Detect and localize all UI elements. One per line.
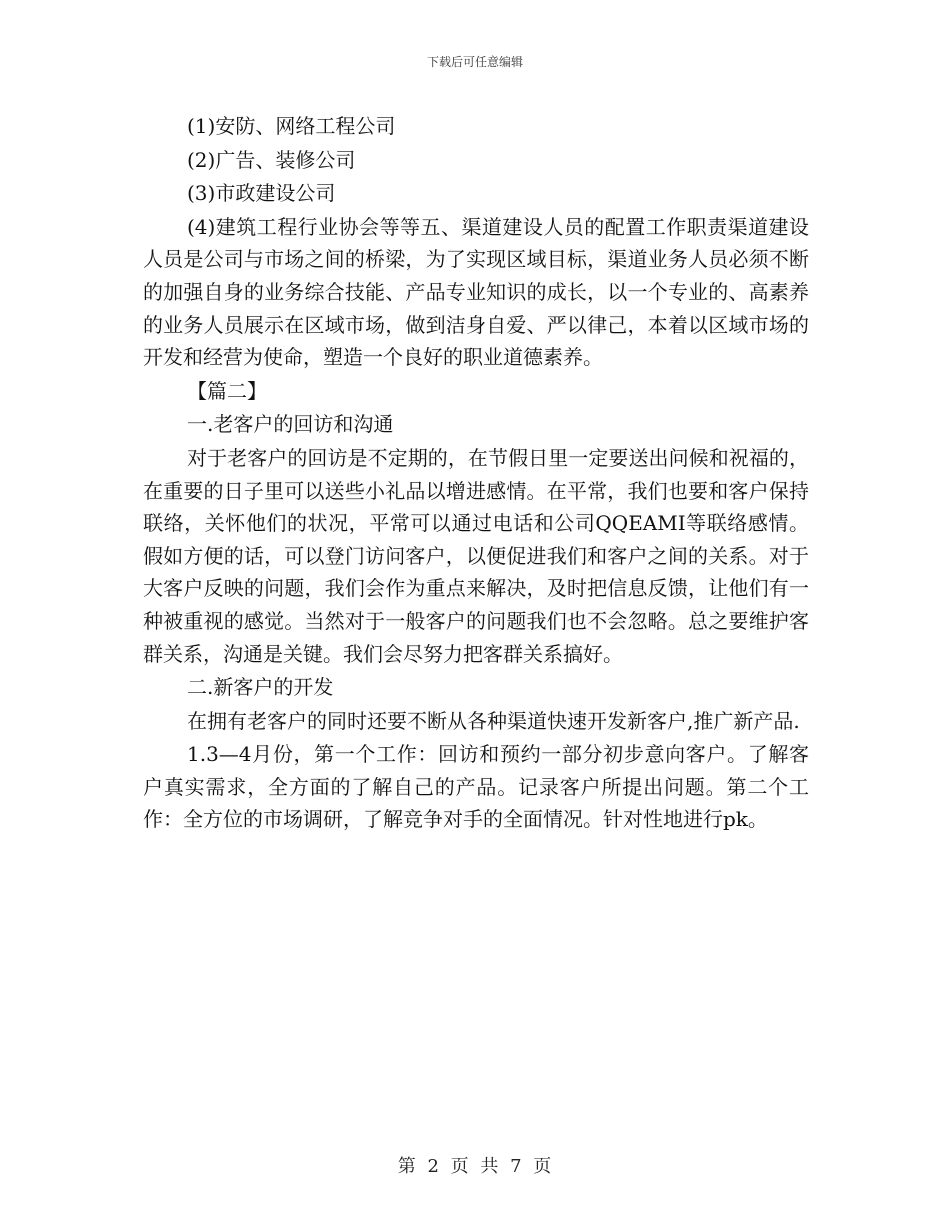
page-number-footer: 第 2 页 共 7 页	[397, 1156, 553, 1177]
paragraph-march-april-plan: 1.3—4月份，第一个工作：回访和预约一部分初步意向客户。了解客户真实需求，全方面的了解自己的产品。记录客户所提出问题。第二个工作：全方位的市场调研，了解竞争对手的全面情况。针对性地进行pk。	[143, 742, 809, 832]
paragraph-old-customers: 对于老客户的回访是不定期的，在节假日里一定要送出问候和祝福的，在重要的日子里可以送些小礼品以增进感情。在平常，我们也要和客户保持联络，关怀他们的状况，平常可以通过电话和公司QQEAMI等联络感情。假如方便的话，可以登门访问客户，以便促进我们和客户之间的关系。对于大客户反映的问题，我们会作为重点来解决，及时把信息反馈，让他们有一种被重视的感觉。当然对于一般客户的问题我们也不会忽略。总之要维护客群关系，沟通是关键。我们会尽努力把客群关系搞好。	[143, 445, 809, 666]
paragraph-list-item-3: (3)市政建设公司	[187, 181, 336, 206]
header-note: 下载后可任意编辑	[426, 55, 523, 69]
paragraph-list-item-2: (2)广告、装修公司	[187, 147, 356, 172]
paragraph-new-customers: 在拥有老客户的同时还要不断从各种渠道快速开发新客户,推广新产品.	[187, 708, 800, 733]
paragraph-list-item-4: (4)建筑工程行业协会等等五、渠道建设人员的配置工作职责渠道建设人员是公司与市场之间的桥梁，为了实现区域目标，渠道业务人员必须不断的加强自身的业务综合技能、产品专业知识的成长，以一个专业的、高素养的业务人员展示在区域市场，做到洁身自爱、严以律己，本着以区域市场的开发和经营为使命，塑造一个良好的职业道德素养。	[143, 214, 809, 370]
subheading-old-customers: 一.老客户的回访和沟通	[187, 412, 394, 437]
document-body	[143, 110, 809, 836]
paragraph-list-item-1: (1)安防、网络工程公司	[187, 114, 396, 138]
subheading-new-customers: 二.新客户的开发	[187, 675, 334, 700]
section-heading-part-two: 【篇二】	[187, 378, 267, 403]
